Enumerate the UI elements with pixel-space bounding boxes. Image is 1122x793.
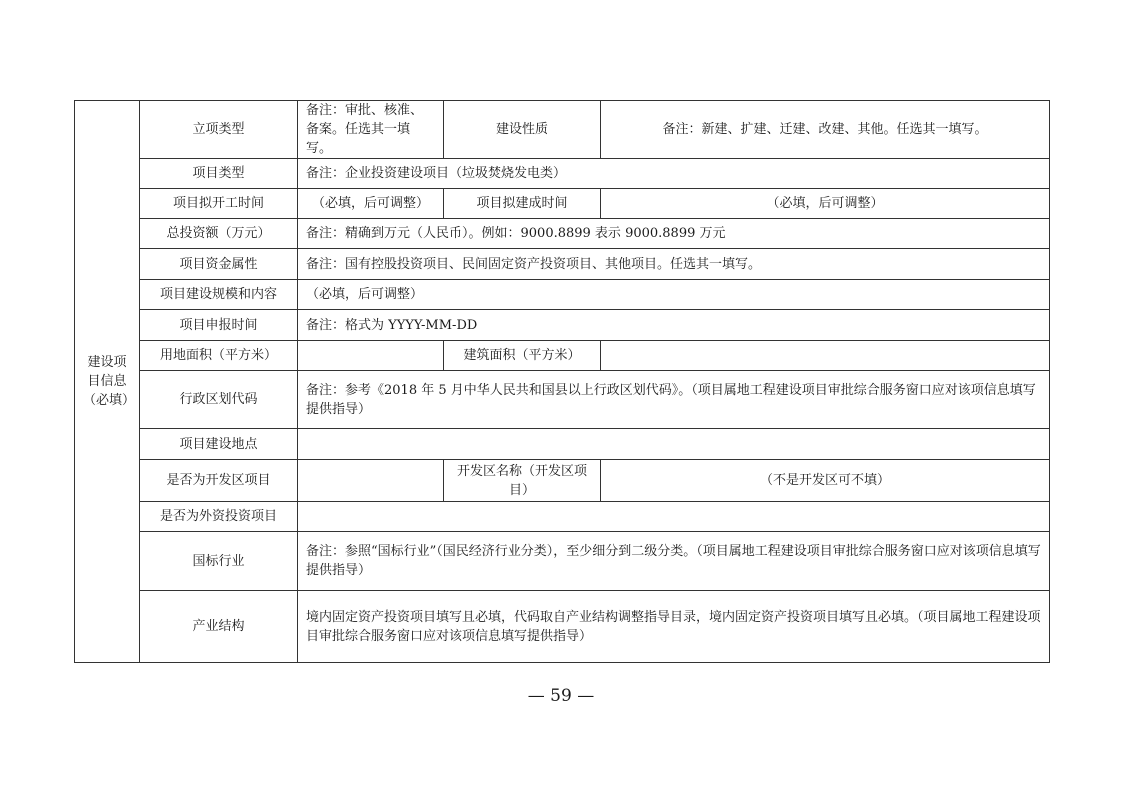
table-row bbox=[75, 101, 1050, 159]
row-label: 建筑面积（平方米） bbox=[444, 341, 601, 371]
table-row bbox=[75, 159, 1050, 189]
table-row bbox=[75, 280, 1050, 310]
row-label: 项目申报时间 bbox=[140, 310, 298, 341]
table-row bbox=[75, 219, 1050, 249]
row-label: 国标行业 bbox=[140, 532, 298, 591]
row-label: 开发区名称（开发区项目） bbox=[444, 460, 601, 502]
row-note: 备注：新建、扩建、迁建、改建、其他。任选其一填写。 bbox=[601, 101, 1050, 159]
row-note bbox=[298, 460, 444, 502]
table-row bbox=[75, 502, 1050, 532]
project-info-table bbox=[74, 100, 1050, 663]
row-note bbox=[298, 429, 1050, 460]
page-number: — 59 — bbox=[527, 686, 595, 706]
row-label: 行政区划代码 bbox=[140, 371, 298, 429]
table-row bbox=[75, 460, 1050, 502]
row-label: 项目拟开工时间 bbox=[140, 189, 298, 219]
row-label: 是否为外资投资项目 bbox=[140, 502, 298, 532]
row-note: 备注：格式为 YYYY-MM-DD bbox=[298, 310, 1050, 341]
row-note bbox=[298, 341, 444, 371]
row-note: 备注：参考《2018 年 5 月中华人民共和国县以上行政区划代码》。（项目属地工程建设项目审批综合服务窗口应对该项信息填写提供指导） bbox=[298, 371, 1050, 429]
row-label: 用地面积（平方米） bbox=[140, 341, 298, 371]
row-note: （不是开发区可不填） bbox=[601, 460, 1050, 502]
table-row bbox=[75, 429, 1050, 460]
row-note: 备注：参照“国标行业”（国民经济行业分类），至少细分到二级分类。（项目属地工程建设项目审批综合服务窗口应对该项信息填写提供指导） bbox=[298, 532, 1050, 591]
row-label: 项目建设地点 bbox=[140, 429, 298, 460]
table-row bbox=[75, 310, 1050, 341]
row-note bbox=[298, 502, 1050, 532]
row-label: 项目拟建成时间 bbox=[444, 189, 601, 219]
row-note: 备注：企业投资建设项目（垃圾焚烧发电类） bbox=[298, 159, 1050, 189]
row-label: 项目类型 bbox=[140, 159, 298, 189]
row-label: 是否为开发区项目 bbox=[140, 460, 298, 502]
row-note: （必填，后可调整） bbox=[601, 189, 1050, 219]
table-row bbox=[75, 371, 1050, 429]
row-label: 总投资额（万元） bbox=[140, 219, 298, 249]
row-note bbox=[601, 341, 1050, 371]
row-label: 建设性质 bbox=[444, 101, 601, 159]
row-note: 备注：国有控股投资项目、民间固定资产投资项目、其他项目。任选其一填写。 bbox=[298, 249, 1050, 280]
table-row bbox=[75, 249, 1050, 280]
row-label: 立项类型 bbox=[140, 101, 298, 159]
row-note: （必填，后可调整） bbox=[298, 280, 1050, 310]
row-note: （必填，后可调整） bbox=[298, 189, 444, 219]
table-row bbox=[75, 189, 1050, 219]
table-row bbox=[75, 591, 1050, 663]
table-row bbox=[75, 341, 1050, 371]
row-note: 备注：审批、核准、备案。任选其一填写。 bbox=[298, 101, 444, 159]
table-row bbox=[75, 532, 1050, 591]
row-note: 境内固定资产投资项目填写且必填，代码取自产业结构调整指导目录，境内固定资产投资项目填写且必填。（项目属地工程建设项目审批综合服务窗口应对该项信息填写提供指导） bbox=[298, 591, 1050, 663]
row-label: 产业结构 bbox=[140, 591, 298, 663]
row-note: 备注：精确到万元（人民币）。例如：9000.8899 表示 9000.8899 万元 bbox=[298, 219, 1050, 249]
row-label: 项目建设规模和内容 bbox=[140, 280, 298, 310]
section-title: 建设项目信息（必填） bbox=[75, 101, 140, 663]
row-label: 项目资金属性 bbox=[140, 249, 298, 280]
